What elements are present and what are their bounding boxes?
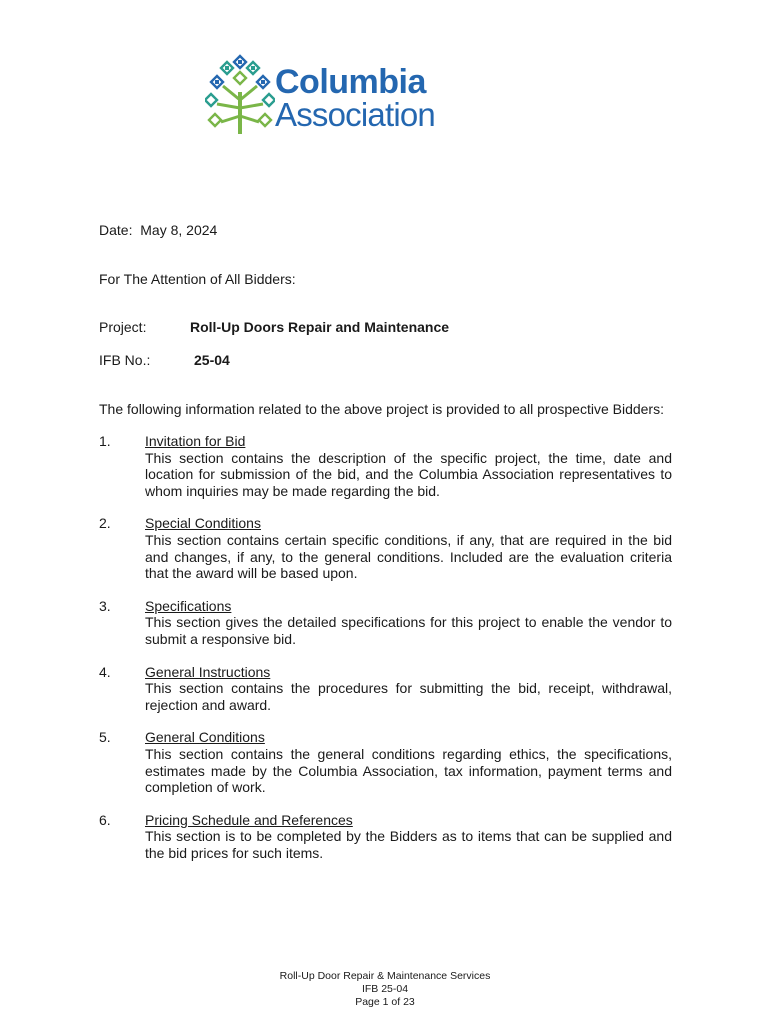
item-number: 3. bbox=[99, 597, 111, 614]
project-value: Roll-Up Doors Repair and Maintenance bbox=[190, 319, 450, 335]
item-heading: General Conditions bbox=[145, 729, 265, 746]
item-text: This section contains the description of the specific project, the time, date and location for submission of the bid, and the Columbia Association representatives to whom inquiries may be made regarding the bid. bbox=[145, 449, 672, 499]
list-item bbox=[99, 729, 672, 795]
date-line bbox=[99, 222, 217, 239]
footer-title: Roll-Up Door Repair & Maintenance Services bbox=[279, 970, 491, 982]
list-item bbox=[99, 433, 672, 499]
attention-line: For The Attention of All Bidders: bbox=[99, 271, 296, 287]
footer-ifb: IFB 25-04 bbox=[361, 983, 409, 995]
list-item bbox=[99, 515, 672, 581]
item-number: 6. bbox=[99, 811, 111, 828]
list-item bbox=[99, 598, 672, 648]
footer-page-number: Page 1 of 23 bbox=[355, 996, 415, 1008]
item-number: 5. bbox=[99, 729, 111, 746]
item-text: This section is to be completed by the Bidders as to items that can be supplied and the bid prices for such items. bbox=[145, 828, 672, 861]
list-item bbox=[99, 812, 672, 862]
ifb-label: IFB No.: bbox=[99, 352, 151, 368]
ifb-value: 25-04 bbox=[194, 352, 230, 368]
item-heading: Specifications bbox=[145, 597, 232, 614]
page-footer bbox=[0, 970, 770, 1009]
project-label: Project: bbox=[99, 319, 147, 335]
item-heading: Pricing Schedule and References bbox=[145, 811, 353, 828]
item-text: This section contains the procedures for submitting the bid, receipt, withdrawal, rejection and award. bbox=[145, 680, 672, 713]
item-heading: Special Conditions bbox=[145, 515, 261, 532]
item-number: 2. bbox=[99, 515, 111, 532]
item-text: This section contains certain specific conditions, if any, that are required in the bid and changes, if any, to the general conditions. Included are the evaluation criteria that the award will be based upon. bbox=[145, 531, 672, 582]
date-label: Date: bbox=[99, 222, 133, 238]
item-number: 4. bbox=[99, 663, 111, 680]
item-number: 1. bbox=[99, 433, 111, 449]
date-value: May 8, 2024 bbox=[140, 222, 218, 238]
item-heading: Invitation for Bid bbox=[145, 433, 246, 449]
item-text: This section contains the general conditions regarding ethics, the specifications, estimates made by the Columbia Association, tax information, payment terms and completion of work. bbox=[145, 745, 672, 796]
intro-text: The following information related to the above project is provided to all prospective Bidders: bbox=[99, 401, 664, 417]
tree-logo-icon bbox=[205, 52, 275, 138]
item-heading: General Instructions bbox=[145, 663, 271, 680]
list-item bbox=[99, 664, 672, 714]
logo-wordmark-line2: Association bbox=[275, 96, 435, 133]
logo-wordmark-line1: Columbia bbox=[275, 63, 426, 101]
item-text: This section gives the detailed specifications for this project to enable the vendor to submit a responsive bid. bbox=[145, 614, 672, 647]
section-list bbox=[99, 433, 672, 861]
columbia-association-logo bbox=[205, 52, 455, 138]
